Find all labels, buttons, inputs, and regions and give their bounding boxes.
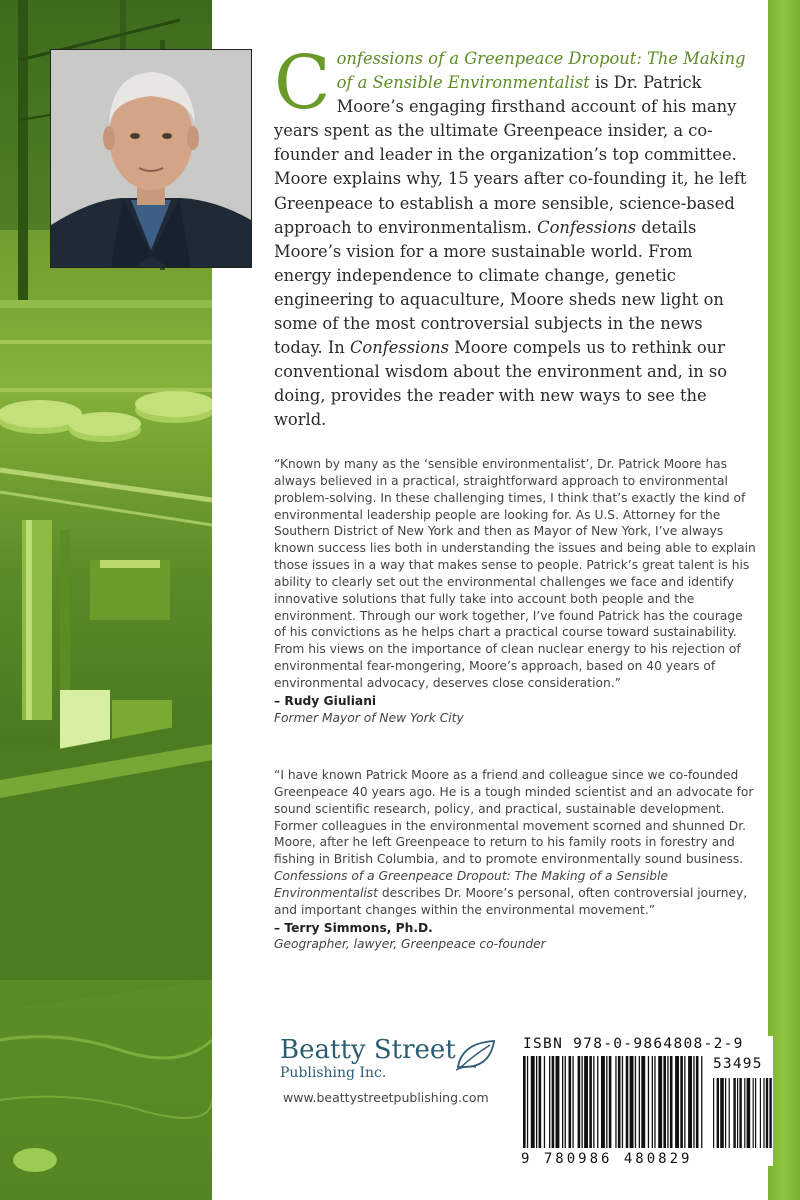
barcode-bar xyxy=(523,1056,526,1148)
barcode-bar xyxy=(549,1056,550,1148)
endorsement-text-b: describes Dr. Moore’s personal, often controversial journey, and important changes within the environmental movement.” xyxy=(274,885,748,917)
endorsement-text xyxy=(274,767,756,919)
endorsement-author: – Terry Simmons, Ph.D. xyxy=(274,920,433,935)
barcode-bar xyxy=(693,1056,694,1148)
barcode-bar xyxy=(609,1056,612,1148)
barcode-bar xyxy=(696,1056,699,1148)
addon-barcode-bar xyxy=(763,1078,764,1148)
barcode-bar xyxy=(701,1056,702,1148)
barcode-bar xyxy=(675,1056,679,1148)
endorsement-role: Geographer, lawyer, Greenpeace co-founder xyxy=(274,937,546,952)
barcode-bar xyxy=(578,1056,581,1148)
barcode-bar xyxy=(536,1056,537,1148)
dropcap-letter: C xyxy=(274,40,331,126)
endorsement-text-a: “I have known Patrick Moore as a friend and colleague since we co-founded Greenpeace 40 years ago. He is a tough minded scientist and an advocate for sound scientific research, policy, and practical, sustainable development. Former colleagues in the environmental movement scorned and shunned Dr. Moore, after he left Greenpeace to return to his family roots in forestry and fishing in British Columbia, and to promote environmentally sound business. xyxy=(274,768,754,867)
isbn-number: ISBN 978-0-9864808-2-9 xyxy=(523,1036,744,1052)
publisher-name: Beatty Street xyxy=(280,1035,456,1065)
barcode-bar xyxy=(635,1056,636,1148)
blurb-text-1: is Dr. Patrick Moore’s engaging firsthand account of his many years spent as the ultimate Greenpeace insider, a co-founder and leader in the organization’s top committee. Moore explains why, 15 years after co-founding it, he left Greenpeace to establish a more sensible, science-based approach to environmentalism. xyxy=(274,73,747,237)
barcode-bar xyxy=(626,1056,629,1148)
publisher-logo xyxy=(280,1036,510,1082)
barcode-bar xyxy=(622,1056,623,1148)
blurb-italic-2: Confessions xyxy=(349,338,449,358)
addon-barcode-bar xyxy=(713,1078,714,1148)
barcode-bar xyxy=(654,1056,655,1148)
addon-barcode-bar xyxy=(737,1078,738,1148)
endorsement-role: Former Mayor of New York City xyxy=(274,710,464,725)
barcode-bar xyxy=(667,1056,668,1148)
book-title: onfessions of a Greenpeace Dropout: The Making of a Sensible Environmentalist xyxy=(336,49,746,93)
barcode-bar xyxy=(630,1056,634,1148)
addon-barcode-bar xyxy=(766,1078,768,1148)
addon-barcode-bar xyxy=(720,1078,724,1148)
barcode-bar xyxy=(606,1056,607,1148)
barcode-bar xyxy=(663,1056,666,1148)
barcode-bar xyxy=(593,1056,594,1148)
barcode-bar xyxy=(572,1056,573,1148)
barcode-bar xyxy=(565,1056,566,1148)
barcode-bar xyxy=(569,1056,572,1148)
barcode-bar xyxy=(562,1056,563,1148)
addon-barcode-bar xyxy=(747,1078,751,1148)
price-code: 53495 xyxy=(713,1056,763,1072)
blurb-text-2: details Moore’s vision for a more sustainable world. From energy independence to climate change, genetic engineering to aquaculture, Moore sheds new light on some of the most controversial subjects in the news today. In xyxy=(274,217,724,358)
endorsement-giuliani xyxy=(274,456,756,727)
addon-barcode-bar xyxy=(755,1078,756,1148)
addon-barcode-bar xyxy=(733,1078,735,1148)
barcode-bar xyxy=(527,1056,528,1148)
addon-barcode-bar xyxy=(753,1078,754,1148)
leaf-icon xyxy=(456,1037,496,1071)
addon-barcode-bar xyxy=(744,1078,745,1148)
addon-barcode-bar xyxy=(769,1078,771,1148)
barcode-bar xyxy=(556,1056,560,1148)
barcode-bar xyxy=(597,1056,598,1148)
barcode-bar xyxy=(688,1056,692,1148)
barcode-bar xyxy=(544,1056,545,1148)
barcode-bar xyxy=(684,1056,685,1148)
endorsement-text: “Known by many as the ‘sensible environmentalist’, Dr. Patrick Moore has always believed in a practical, straightforward approach to environmental problem-solving. In these challenging times, I think that’s exactly the kind of environmental leadership people are looking for. As U.S. Attorney for the Southern District of New York and then as Mayor of New York, I’ve always known success lies both in understanding the issues and being able to explain those issues in a way that makes sense to people. Patrick’s great talent is his ability to clearly set out the environmental challenges we face and identify innovative solutions that fully take into account both people and the environment. Through our work together, I’ve found Patrick has the courage of his convictions as he helps chart a practical course toward sustainability. From his views on the importance of clean nuclear energy to his rejection of environmental fear-mongering, Moore’s approach, based on 40 years of environmental advocacy, deserves close consideration.” xyxy=(274,457,756,690)
barcode-bar xyxy=(670,1056,673,1148)
barcode-bar xyxy=(584,1056,588,1148)
barcode-bar xyxy=(641,1056,645,1148)
publisher-url[interactable]: www.beattystreetpublishing.com xyxy=(283,1090,489,1105)
addon-barcode-bar xyxy=(717,1078,719,1148)
barcode-bar xyxy=(539,1056,542,1148)
author-photo xyxy=(50,49,252,268)
barcode-bar xyxy=(531,1056,535,1148)
addon-barcode-bar xyxy=(729,1078,730,1148)
barcode-bar xyxy=(615,1056,616,1148)
publisher-subtitle: Publishing Inc. xyxy=(280,1065,387,1081)
barcode-bar xyxy=(639,1056,640,1148)
addon-barcode-bar xyxy=(725,1078,726,1148)
endorsement-simmons xyxy=(274,767,756,953)
barcode-bar xyxy=(582,1056,583,1148)
barcode-bars xyxy=(521,1056,773,1152)
barcode-bar xyxy=(648,1056,649,1148)
isbn-barcode xyxy=(521,1036,773,1166)
addon-barcode-bar xyxy=(760,1078,761,1148)
ean-number: 9 780986 480829 xyxy=(521,1151,693,1167)
blurb-paragraph xyxy=(274,40,754,433)
barcode-bar xyxy=(601,1056,605,1148)
right-color-band xyxy=(768,0,800,1200)
blurb-italic-1: Confessions xyxy=(537,217,637,237)
barcode-bar xyxy=(658,1056,662,1148)
endorsement-book-title: Confessions of a Greenpeace Dropout: The Making of a Sensible Environmentalist xyxy=(274,869,669,900)
back-cover-blurb xyxy=(274,40,754,433)
barcode-bar xyxy=(652,1056,653,1148)
barcode-bar xyxy=(552,1056,555,1148)
blurb-text-3: Moore compels us to rethink our conventional wisdom about the environment and, in so doing, provides the reader with new ways to see the world. xyxy=(274,338,728,430)
barcode-bar xyxy=(618,1056,621,1148)
endorsement-author: – Rudy Giuliani xyxy=(274,693,377,708)
barcode-bar xyxy=(680,1056,683,1148)
barcode-bar xyxy=(589,1056,592,1148)
author-portrait-image xyxy=(51,50,251,267)
addon-barcode-bar xyxy=(739,1078,741,1148)
